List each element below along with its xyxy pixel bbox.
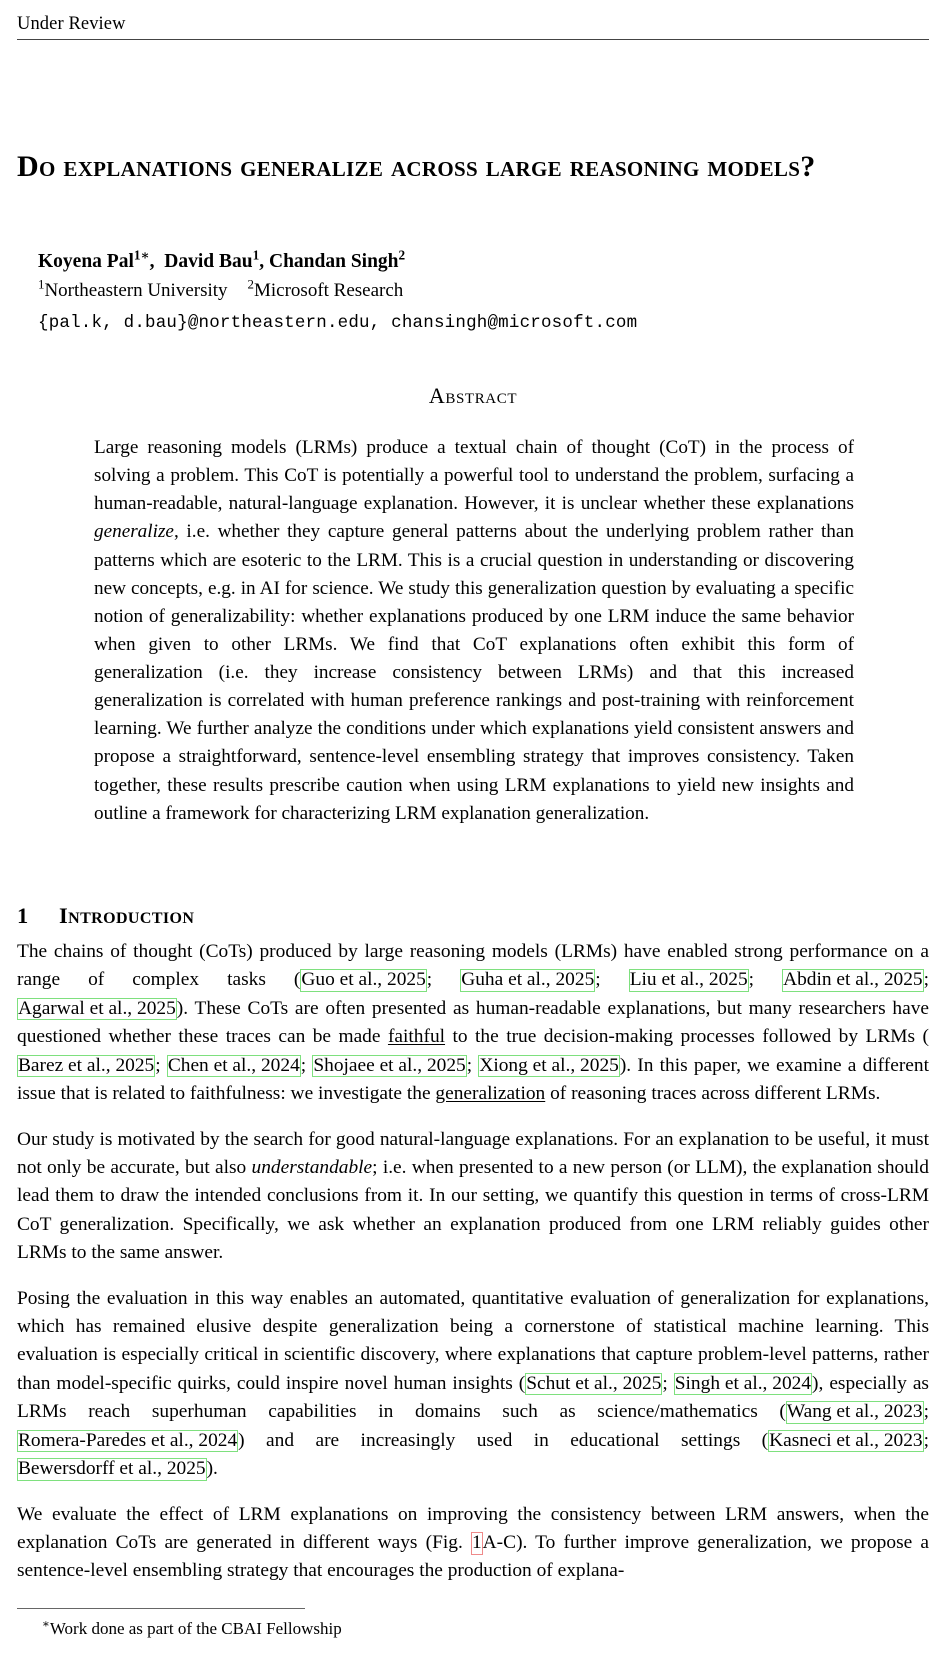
citation-singh-2024[interactable]	[674, 1373, 812, 1396]
footnote-label: Work done as part of the CBAI Fellowship	[49, 1619, 342, 1638]
citation-author: Schut et al.,	[526, 1372, 618, 1394]
abstract-italic-generalize: generalize	[94, 521, 174, 543]
citation-romera-paredes-2024[interactable]	[17, 1430, 238, 1453]
affiliations	[38, 277, 918, 305]
citation-abdin-2025[interactable]	[782, 969, 924, 992]
citation-year: 2023	[883, 1429, 923, 1451]
citation-author: Wang et al.,	[786, 1401, 879, 1423]
affil-1-name: Northeastern University	[44, 280, 228, 302]
author-1-name: Koyena Pal	[38, 251, 134, 272]
citation-agarwal-2025[interactable]	[17, 998, 177, 1021]
abstract-text-1: Large reasoning models (LRMs) produce a textual chain of thought (CoT) in the process of solving a problem. This CoT is potentially a powerful tool to understand the problem, surfacing a human-readable, natural-language explanation. However, it is unclear whether these explanations	[94, 437, 854, 515]
citation-wang-2023[interactable]	[786, 1401, 924, 1424]
affil-2-name: Microsoft Research	[254, 280, 404, 302]
author-2-affil-marker: 1	[252, 247, 260, 263]
citation-year: 2024	[772, 1372, 812, 1394]
citation-author: Shojaee et al.,	[313, 1054, 423, 1076]
citation-author: Abdin et al.,	[783, 969, 879, 991]
footnote-text	[17, 1617, 929, 1641]
citation-year: 2025	[115, 1054, 155, 1076]
section-title: Introduction	[59, 902, 195, 928]
abstract-text-2: , i.e. whether they capture general patterns about the underlying problem rather than patterns which are esoteric to the LRM. This is a crucial question in understanding or discovering new concepts, e.g. in AI for science. We study this generalization question by evaluating a specific notion of generalizability: whether explanations produced by one LRM induce the same behavior when given to other LRMs. We find that CoT explanations often exhibit this form of generalization (i.e. they increase consistency between LRMs) and that this increased generalization is correlated with human preference rankings and post-training with reinforcement learning. We further analyze the conditions under which explanations yield consistent answers and propose a straightforward, sentence-level ensembling strategy that improves consistency. Taken together, these results prescribe caution when using LRM explanations to yield new insights and outline a framework for characterizing LRM explanation generalization.	[94, 521, 854, 824]
author-emails: {pal.k, d.bau}@northeastern.edu, chansingh@microsoft.com	[38, 312, 638, 333]
p1-text-5: of reasoning traces across different LRMs.	[545, 1083, 881, 1105]
p1-text-1: The chains of thought (CoTs) produced by large reasoning models (LRMs) have enabled strong performance on a range of complex tasks (	[17, 941, 929, 991]
author-names: Koyena Pal$^{1∗}$, David Bau$^1$, Chandan Singh$^2$	[38, 247, 406, 272]
affil-1-marker: 1	[38, 276, 45, 292]
page-title: Do explanations generalize across large reasoning models?	[17, 150, 816, 184]
citation-barez-2025[interactable]	[17, 1055, 155, 1078]
footnote-marker: ∗	[42, 1617, 50, 1631]
running-head	[17, 14, 929, 40]
footnote-rule	[17, 1608, 305, 1609]
citation-shojaee-2025[interactable]	[312, 1055, 466, 1078]
body-column	[17, 938, 929, 1586]
citation-year: 2024	[260, 1054, 300, 1076]
paragraph-1: The chains of thought (CoTs) produced by large reasoning models (LRMs) have enabled strong performance on a range of complex tasks (Guo et al., 2025; Guha et al., 2025; Liu et al., 2025; Abdin et al., 2025; Agarwal et al., 2025). These CoTs are often presented as human-readable explanations, but many researchers have questioned whether these traces can be made faithful to the true decision-making processes followed by LRMs (Barez et al., 2025; Chen et al., 2024; Shojaee et al., 2025; Xiong et al., 2025). In this paper, we examine a different issue that is related to faithfulness: we investigate the generalization of reasoning traces across different LRMs.	[17, 941, 929, 1105]
p2-text-1: Our study is motivated by the search for good natural-language explanations. For an explanation to be useful, it must not only be accurate, but also	[17, 1128, 929, 1178]
citation-year: 2025	[387, 969, 426, 991]
p3-text-3: ) and are increasingly used in educational settings (	[238, 1429, 769, 1451]
citation-guo-2025[interactable]	[300, 969, 426, 992]
p3-text-4: ).	[206, 1458, 218, 1480]
p3-text-2: ), especially as LRMs reach superhuman capabilities in domains such as science/mathematics (	[17, 1372, 929, 1423]
citation-year: 2025	[166, 1458, 206, 1480]
p3-text-1: Posing the evaluation in this way enables an automated, quantitative evaluation of generalization for explanations, which has remained elusive despite generalization being a cornerstone of statistical machine learning. This evaluation is especially critical in scientific discovery, where explanations that capture problem-level patterns, rather than model-specific quirks, could inspire novel human insights (	[17, 1287, 929, 1394]
citation-chen-2024[interactable]	[167, 1055, 301, 1078]
section-number: 1	[17, 902, 29, 928]
citation-year: 2023	[883, 1401, 923, 1423]
citation-year: 2024	[198, 1429, 238, 1451]
p4-text-1: We evaluate the effect of LRM explanations on improving the consistency between LRM answers, when the explanation CoTs are generated in different ways (Fig.	[17, 1503, 929, 1554]
p1-underline-faithful: faithful	[387, 1026, 446, 1048]
abstract-heading: Abstract	[428, 383, 518, 408]
p4-text-2: A-C). To further improve generalization, we propose a sentence-level ensembling strategy that encourages the production of explana-	[17, 1532, 929, 1582]
paragraph-3: Posing the evaluation in this way enables an automated, quantitative evaluation of generalization for explanations, which has remained elusive despite generalization being a cornerstone of statistical machine learning. This evaluation is especially critical in scientific discovery, where explanations that capture problem-level patterns, rather than model-specific quirks, could inspire novel human insights (Schut et al., 2025; Singh et al., 2024), especially as LRMs reach superhuman capabilities in domains such as science/mathematics (Wang et al., 2023; Romera-Paredes et al., 2024) and are increasingly used in educational settings (Kasneci et al., 2023; Bewersdorff et al., 2025).	[17, 1287, 929, 1480]
author-1-footnote-marker: ∗	[140, 247, 150, 263]
citation-author: Kasneci et al.,	[769, 1429, 879, 1451]
author-1-affil-marker: 1	[133, 247, 141, 263]
author-block	[38, 248, 918, 337]
citation-author: Guo et al.,	[301, 969, 383, 991]
figure-reference-1[interactable]: 1	[471, 1532, 482, 1554]
citation-author: Xiong et al.,	[479, 1054, 576, 1076]
affil-2-marker: 2	[247, 276, 254, 292]
p1-text-4: ). In this paper, we examine a different issue that is related to faithfulness: we investigate the	[17, 1054, 929, 1105]
p1-text-3: to the true decision-making processes followed by LRMs (	[445, 1026, 929, 1048]
citation-liu-2025[interactable]	[629, 969, 749, 992]
running-head-text: Under Review	[17, 14, 126, 34]
abstract-body	[94, 434, 854, 828]
citation-year: 2025	[137, 997, 176, 1019]
citation-author: Agarwal et al.,	[18, 997, 133, 1019]
author-3-name: Chandan Singh	[268, 251, 399, 272]
p2-italic-understandable: understandable	[251, 1156, 373, 1178]
citation-year: 2025	[622, 1372, 662, 1394]
p2-text-2: ; i.e. when presented to a new person (or LLM), the explanation should lead them to draw the intended conclusions from it. In our setting, we quantify this question in terms of cross-LRM CoT generalization. Specifically, we ask whether an explanation produced from one LRM reliably guides other LRMs to the same answer.	[17, 1156, 929, 1264]
citation-year: 2025	[708, 969, 748, 991]
citation-author: Barez et al.,	[18, 1054, 111, 1076]
header-rule	[17, 39, 929, 40]
p1-underline-generalization: generalization	[435, 1083, 546, 1105]
citation-author: Bewersdorff et al.,	[18, 1458, 162, 1480]
citation-year: 2025	[426, 1054, 466, 1076]
section-heading-introduction	[17, 903, 917, 929]
citation-year: 2025	[883, 969, 923, 991]
citation-guha-2025[interactable]	[460, 969, 595, 992]
citation-author: Singh et al.,	[674, 1372, 768, 1394]
citation-author: Chen et al.,	[167, 1054, 257, 1076]
citation-xiong-2025[interactable]	[478, 1055, 620, 1078]
author-3-affil-marker: 2	[398, 247, 406, 263]
paragraph-4	[17, 1501, 929, 1586]
citation-author: Romera-Paredes et al.,	[18, 1429, 194, 1451]
citation-year: 2025	[555, 969, 595, 991]
citation-author: Liu et al.,	[629, 969, 705, 991]
citation-author: Guha et al.,	[461, 969, 551, 991]
p1-text-2: ). These CoTs are often presented as human-readable explanations, but many researchers have questioned whether these traces can be made	[17, 997, 929, 1048]
citation-schut-2025[interactable]	[525, 1373, 662, 1396]
citation-kasneci-2023[interactable]	[768, 1430, 923, 1453]
citation-year: 2025	[580, 1054, 619, 1076]
citation-bewersdorff-2025[interactable]	[17, 1458, 207, 1481]
footnote-block	[17, 1608, 929, 1641]
paragraph-2	[17, 1126, 929, 1268]
author-2-name: David Bau	[164, 251, 253, 272]
